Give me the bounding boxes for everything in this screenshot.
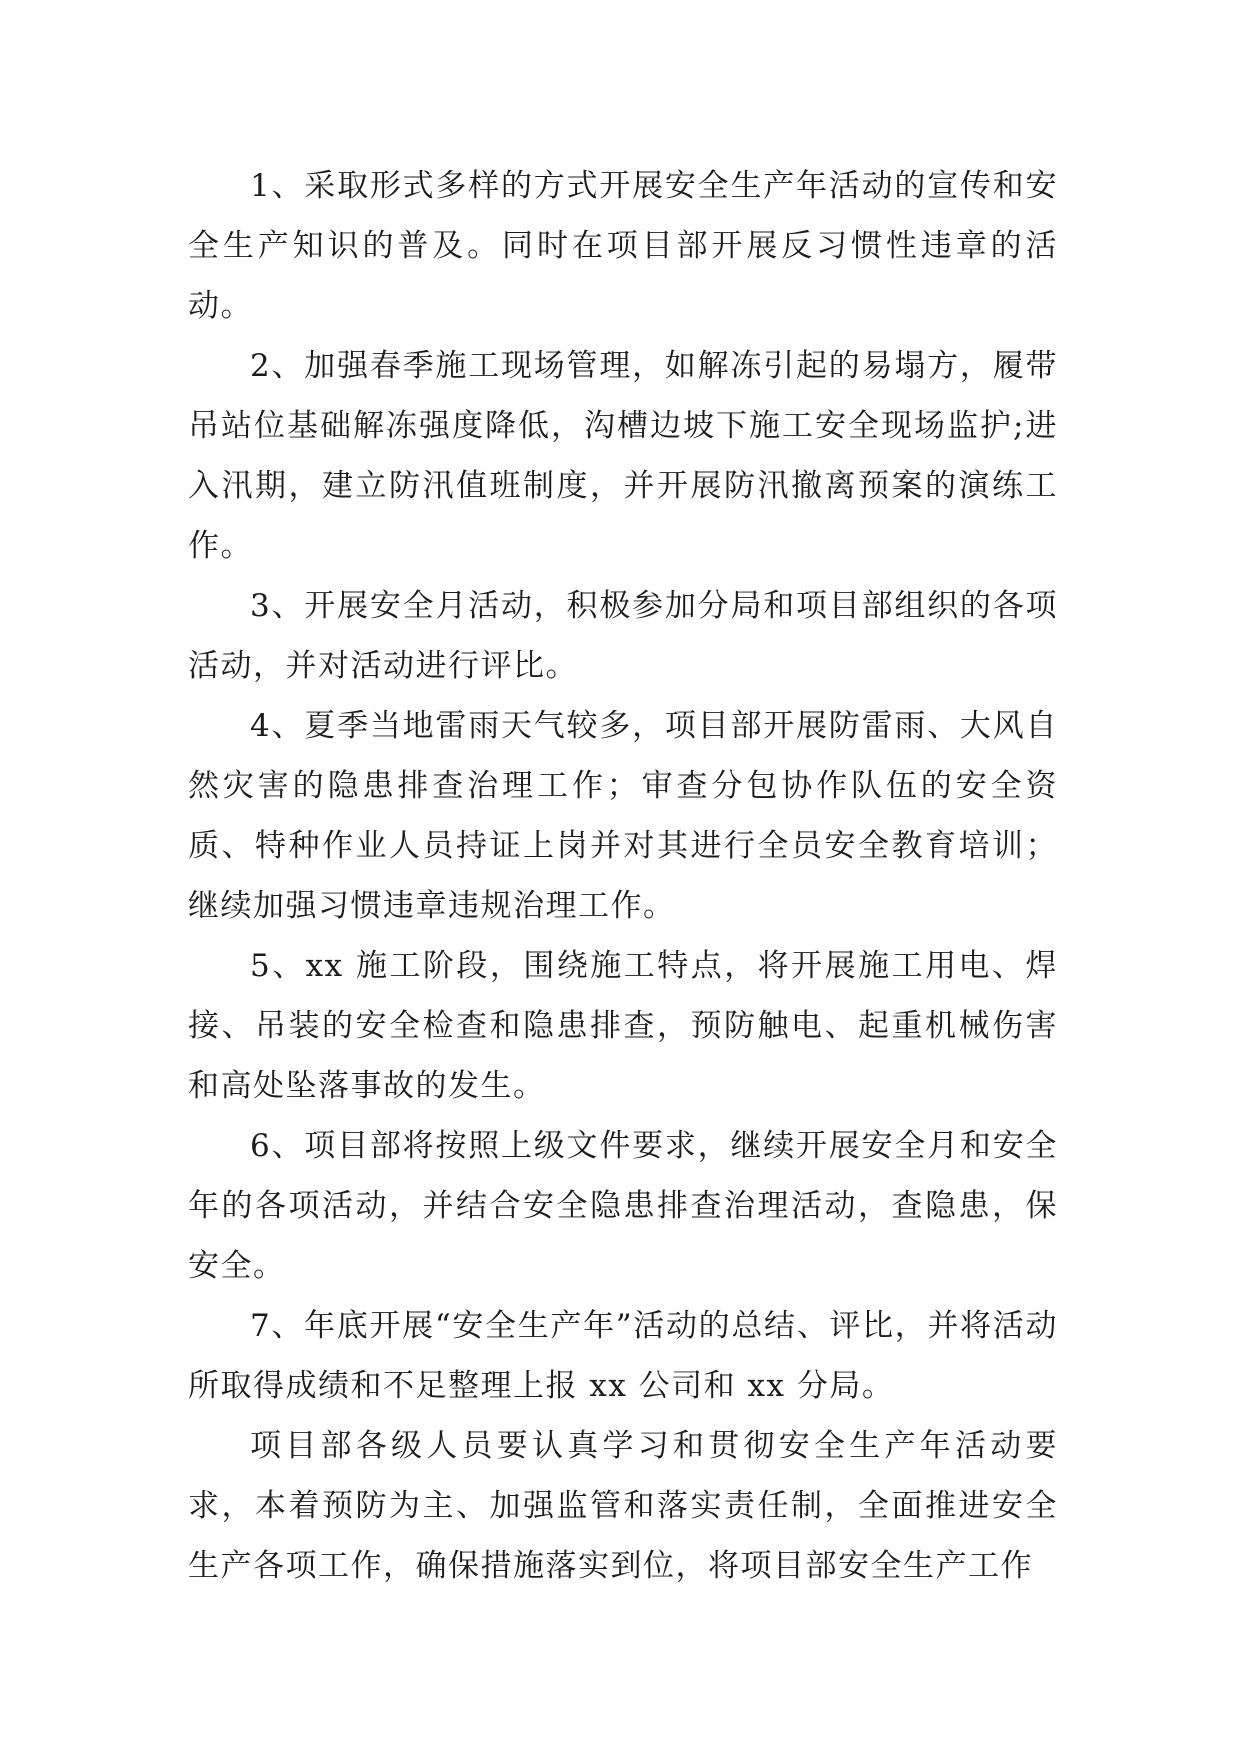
paragraph-item-2: 2、加强春季施工现场管理，如解冻引起的易塌方，履带吊站位基础解冻强度降低，沟槽边坡下施工安全现场监护;进入汛期，建立防汛值班制度，并开展防汛撤离预案的演练工作。 <box>188 348 1058 564</box>
paragraph-item-1: 1、采取形式多样的方式开展安全生产年活动的宣传和安全生产知识的普及。同时在项目部开展反习惯性违章的活动。 <box>188 168 1058 324</box>
paragraph-item-4: 4、夏季当地雷雨天气较多，项目部开展防雷雨、大风自然灾害的隐患排查治理工作；审查分包协作队伍的安全资质、特种作业人员持证上岗并对其进行全员安全教育培训；继续加强习惯违章违规治理工作。 <box>188 708 1058 924</box>
paragraph-item-7: 7、年底开展“安全生产年”活动的总结、评比，并将活动所取得成绩和不足整理上报 xx 公司和 xx 分局。 <box>188 1308 1058 1404</box>
paragraph-summary: 项目部各级人员要认真学习和贯彻安全生产年活动要求，本着预防为主、加强监管和落实责任制，全面推进安全生产各项工作，确保措施落实到位，将项目部安全生产工作 <box>188 1428 1058 1584</box>
paragraph-item-3: 3、开展安全月活动，积极参加分局和项目部组织的各项活动，并对活动进行评比。 <box>188 588 1058 684</box>
document-body <box>188 156 1058 1596</box>
paragraph-item-5: 5、xx 施工阶段，围绕施工特点，将开展施工用电、焊接、吊装的安全检查和隐患排查，预防触电、起重机械伤害和高处坠落事故的发生。 <box>188 948 1058 1104</box>
paragraph-item-6: 6、项目部将按照上级文件要求，继续开展安全月和安全年的各项活动，并结合安全隐患排查治理活动，查隐患，保安全。 <box>188 1128 1058 1284</box>
